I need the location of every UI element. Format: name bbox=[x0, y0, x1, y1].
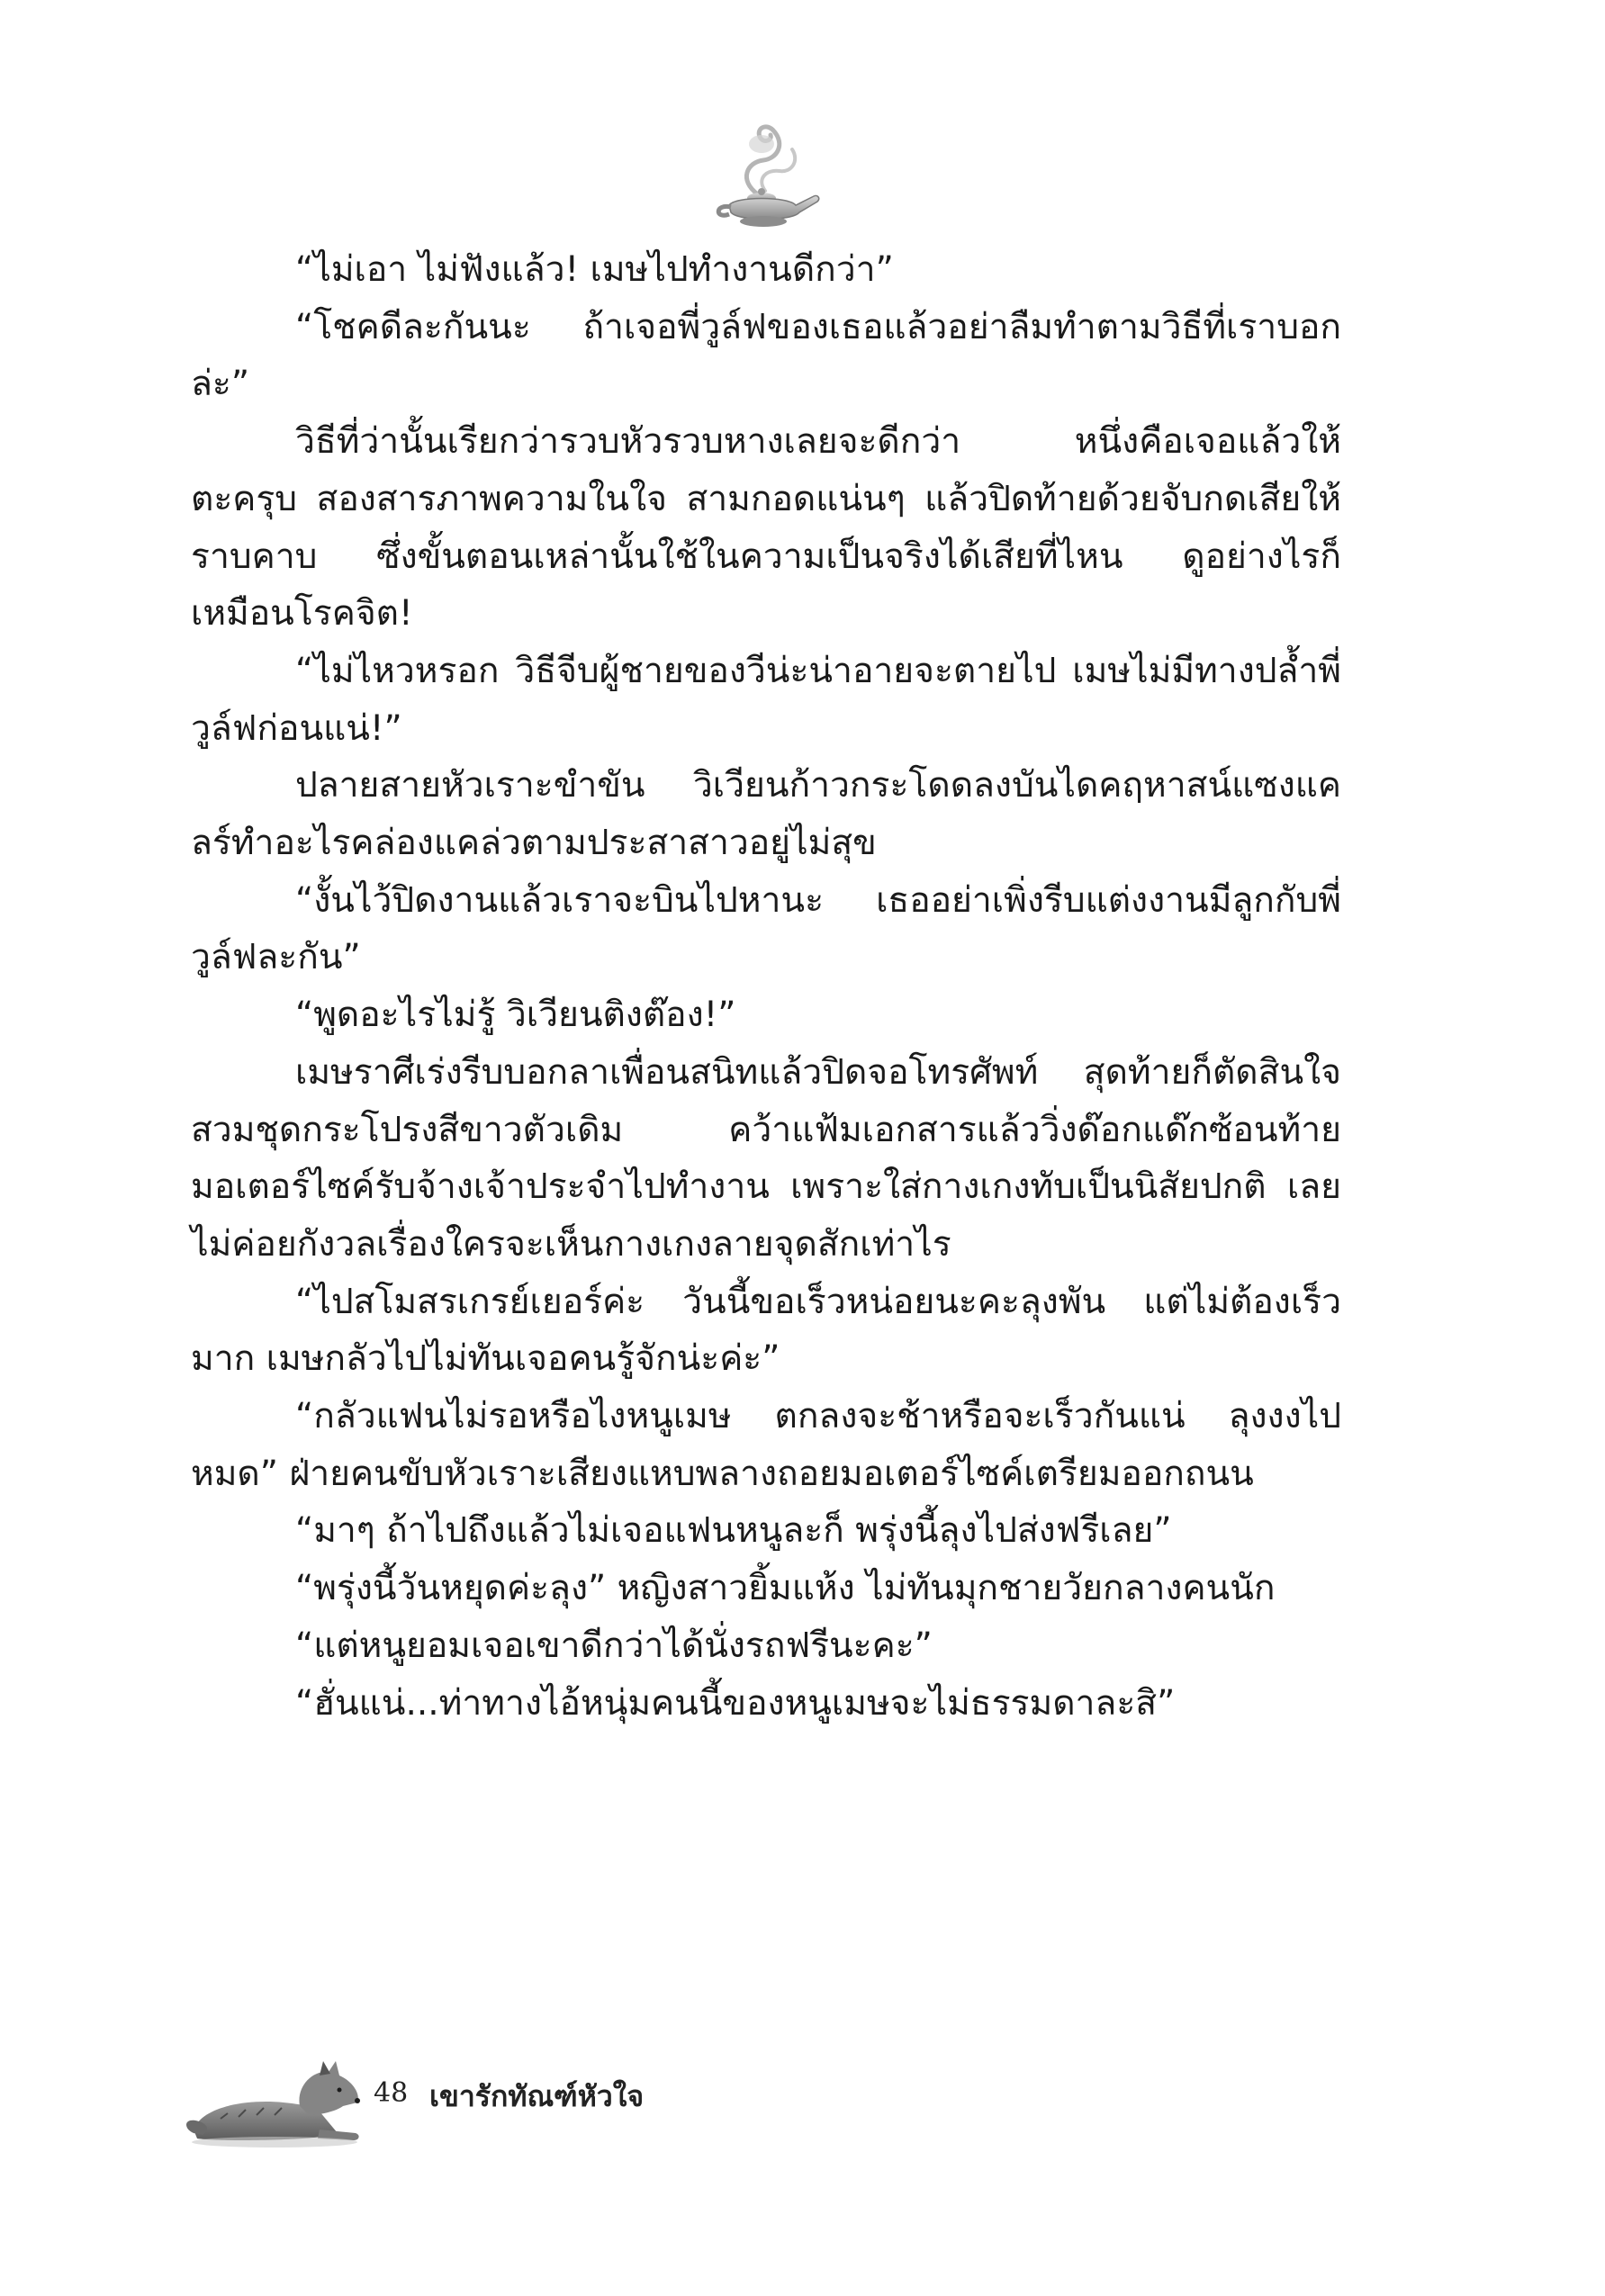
paragraph: “มาๆ ถ้าไปถึงแล้วไม่เจอแฟนหนูละก็ พรุ่งนี้ลุงไปส่งฟรีเลย” bbox=[295, 1510, 1172, 1552]
paragraph: “แต่หนูยอมเจอเขาดีกว่าได้นั่งรถฟรีนะคะ” bbox=[295, 1625, 933, 1666]
paragraph: “ไม่ไหวหรอก วิธีจีบผู้ชายของวีน่ะน่าอายจะตายไป เมษไม่มีทางปล้ำพี่วูล์ฟก่อนแน่!” bbox=[191, 650, 1341, 749]
paragraph: วิธีที่ว่านั้นเรียกว่ารวบหัวรวบหางเลยจะดีกว่า หนึ่งคือเจอแล้วให้ตะครุบ สองสารภาพความในใจ สามกอดแน่นๆ แล้วปิดท้ายด้วยจับกดเสียให้ราบคาบ ซึ่งขั้นตอนเหล่านั้นใช้ในความเป็นจริงได้เสียที่ไหน ดูอย่างไรก็เหมือนโรคจิต! bbox=[191, 421, 1341, 635]
book-title: เขารักทัณฑ์หัวใจ bbox=[429, 2079, 645, 2113]
paragraph: เมษราศีเร่งรีบบอกลาเพื่อนสนิทแล้วปิดจอโทรศัพท์ สุดท้ายก็ตัดสินใจสวมชุดกระโปรงสีขาวตัวเดิม คว้าแฟ้มเอกสารแล้ววิ่งด๊อกแด๊กซ้อนท้ายมอเตอร์ไซค์รับจ้างเจ้าประจำไปทำงาน เพราะใส่กางเกงทับเป็นนิสัยปกติ เลยไม่ค่อยกังวลเรื่องใครจะเห็นกางเกงลายจุดสักเท่าไร bbox=[191, 1051, 1341, 1265]
paragraph: “ไม่เอา ไม่ฟังแล้ว! เมษไปทำงานดีกว่า” bbox=[295, 249, 894, 290]
paragraph: “โชคดีละกันนะ ถ้าเจอพี่วูล์ฟของเธอแล้วอย่าลืมทำตามวิธีที่เราบอกล่ะ” bbox=[191, 306, 1341, 405]
paragraph: ปลายสายหัวเราะขำขัน วิเวียนก้าวกระโดดลงบันไดคฤหาสน์แซงแคลร์ทำอะไรคล่องแคล่วตามประสาสาวอยู่ไม่สุข bbox=[191, 765, 1341, 864]
paragraph: “ไปสโมสรเกรย์เยอร์ค่ะ วันนี้ขอเร็วหน่อยนะคะลุงพัน แต่ไม่ต้องเร็วมาก เมษกลัวไปไม่ทันเจอคนรู้จักน่ะค่ะ” bbox=[191, 1281, 1341, 1380]
page-number: 48 bbox=[374, 2077, 409, 2109]
wolf-icon bbox=[185, 2043, 365, 2151]
page-footer bbox=[185, 2043, 815, 2151]
paragraph: “ฮั่นแน่...ท่าทางไอ้หนุ่มคนนี้ของหนูเมษจะไม่ธรรมดาละสิ” bbox=[295, 1682, 1176, 1724]
paragraph: “พูดอะไรไม่รู้ วิเวียนติงต๊อง!” bbox=[295, 995, 736, 1036]
magic-lamp-icon bbox=[702, 108, 828, 234]
body-text bbox=[191, 241, 1341, 1732]
paragraph: “กลัวแฟนไม่รอหรือไงหนูเมษ ตกลงจะช้าหรือจะเร็วกันแน่ ลุงงงไปหมด” ฝ่ายคนขับหัวเราะเสียงแหบพลางถอยมอเตอร์ไซค์เตรียมออกถนน bbox=[191, 1396, 1341, 1494]
paragraph: “พรุ่งนี้วันหยุดค่ะลุง” หญิงสาวยิ้มแห้ง ไม่ทันมุกชายวัยกลางคนนัก bbox=[295, 1568, 1276, 1609]
paragraph: “งั้นไว้ปิดงานแล้วเราจะบินไปหานะ เธออย่าเพิ่งรีบแต่งงานมีลูกกับพี่วูล์ฟละกัน” bbox=[191, 879, 1341, 978]
